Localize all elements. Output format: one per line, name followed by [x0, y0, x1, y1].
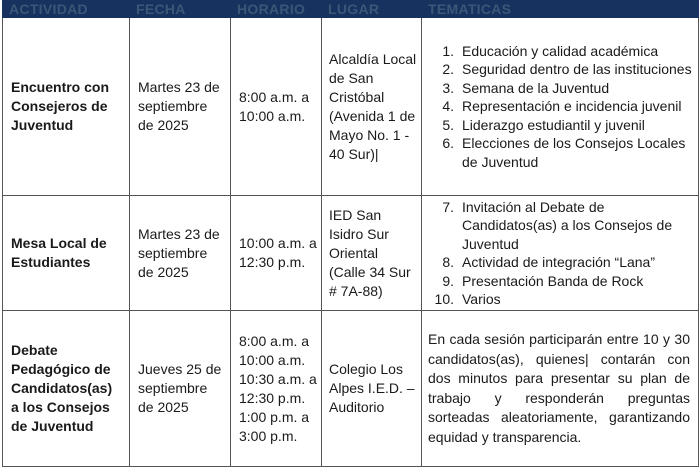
fecha-cell: Martes 23 de septiembre de 2025	[130, 196, 231, 311]
list-item	[428, 42, 692, 61]
list-item	[428, 60, 692, 79]
list-item	[428, 79, 692, 98]
list-item-number: 4.	[442, 98, 454, 115]
header-actividad: ACTIVIDAD	[3, 1, 130, 18]
list-item	[428, 134, 692, 171]
horario-cell: 10:00 a.m. a 12:30 p.m.	[231, 196, 322, 311]
list-item-text: Educación y calidad académica	[462, 42, 659, 59]
header-row	[3, 1, 699, 18]
list-item-text: Seguridad dentro de las instituciones	[462, 61, 692, 78]
list-item	[428, 116, 692, 135]
list-item-number: 5.	[442, 116, 454, 133]
list-item-text: Semana de la Juventud	[462, 79, 610, 96]
actividad-cell: Encuentro con Consejeros de Juventud	[3, 18, 130, 196]
lugar-cell: Alcaldía Local de San Cristóbal (Avenida 1 de Mayo No. 1 - 40 Sur)|	[322, 18, 422, 196]
list-item-number: 1.	[442, 42, 454, 59]
list-item-text: Elecciones de los Consejos Locales de Juventud	[462, 135, 686, 170]
fecha-cell: Martes 23 de septiembre de 2025	[130, 18, 231, 196]
list-item	[428, 253, 692, 272]
list-item-text: Representación e incidencia juvenil	[462, 98, 682, 115]
table-row	[3, 18, 699, 196]
actividad-cell: Debate Pedagógico de Candidatos(as) a los Consejos de Juventud	[3, 311, 130, 467]
list-item-text: Actividad de integración “Lana”	[462, 254, 656, 270]
list-item	[428, 198, 692, 254]
table-row	[3, 196, 699, 311]
tematicas-cell	[422, 196, 699, 311]
tematicas-list	[428, 42, 692, 172]
header-lugar: LUGAR	[322, 1, 422, 18]
table-row	[3, 311, 699, 467]
list-item-number: 9.	[442, 272, 454, 289]
fecha-cell: Jueves 25 de septiembre de 2025	[130, 311, 231, 467]
tematicas-cell	[422, 311, 699, 467]
actividad-cell: Mesa Local de Estudiantes	[3, 196, 130, 311]
tematicas-paragraph: En cada sesión participarán entre 10 y 30 candidatos(as), quienes| contarán con dos minutos para presentar su plan de trabajo y responderán preguntas sorteadas aleatoriamente, garantizando equidad y transparencia.	[428, 331, 690, 445]
list-item	[428, 272, 692, 291]
list-item-number: 10.	[434, 291, 454, 307]
list-item-number: 8.	[442, 254, 454, 270]
lugar-cell: IED San Isidro Sur Oriental (Calle 34 Sur # 7A-88)	[322, 196, 422, 311]
list-item-number: 7.	[442, 198, 454, 215]
tematicas-cell	[422, 18, 699, 196]
lugar-cell: Colegio Los Alpes I.E.D. – Auditorio	[322, 311, 422, 467]
list-item-number: 6.	[442, 135, 454, 152]
list-item	[428, 97, 692, 116]
list-item-text: Liderazgo estudiantil y juvenil	[462, 116, 645, 133]
list-item-number: 3.	[442, 79, 454, 96]
list-item-text: Varios	[462, 291, 501, 307]
header-horario: HORARIO	[231, 1, 322, 18]
tematicas-list	[428, 198, 692, 309]
list-item-text: Presentación Banda de Rock	[462, 272, 644, 289]
list-item-text: Invitación al Debate de Candidatos(as) a los Consejos de Juventud	[462, 198, 673, 252]
list-item	[428, 290, 692, 309]
horario-cell: 8:00 a.m. a 10:00 a.m. 10:30 a.m. a 12:30 p.m. 1:00 p.m. a 3:00 p.m.	[231, 311, 322, 467]
horario-cell: 8:00 a.m. a 10:00 a.m.	[231, 18, 322, 196]
header-tematicas: TEMATICAS	[422, 1, 699, 18]
activities-table	[2, 0, 699, 467]
list-item-number: 2.	[442, 61, 454, 78]
header-fecha: FECHA	[130, 1, 231, 18]
